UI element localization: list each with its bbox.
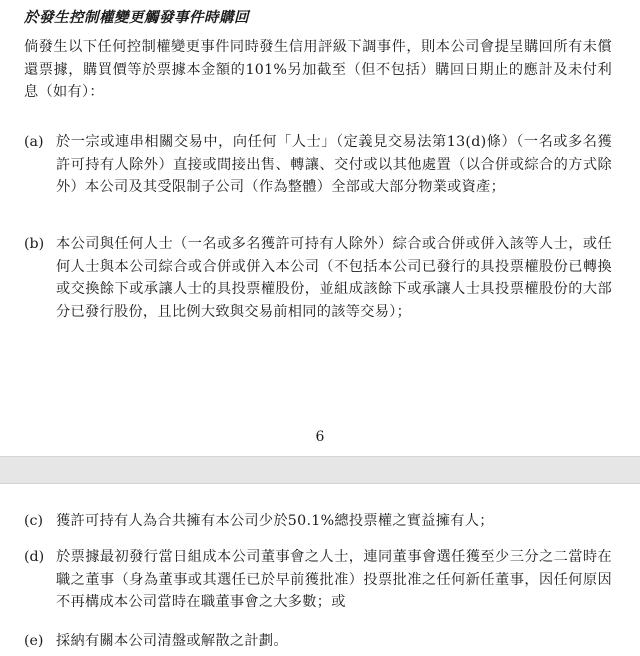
list-item-text: 於一宗或連串相關交易中，向任何「人士」（定義見交易法第13(d)條）（一名或多名獲許可持有人除外）直接或間接出售、轉讓、交付或以其他處置（以合併或綜合的方式除外）本公司及其受限制子公司（作為整體）全部或大部分物業或資產； bbox=[56, 134, 612, 195]
list-item-text: 於票據最初發行當日組成本公司董事會之人士，連同董事會選任獲至少三分之二當時在職之董事（身為董事或其選任已於早前獲批准）投票批准之任何新任董事，因任何原因不再構成本公司當時在職董事會之大多數；或 bbox=[56, 549, 612, 610]
list-item-label: (b) bbox=[24, 236, 45, 252]
list-item-label: (e) bbox=[24, 633, 44, 649]
intro-paragraph: 倘發生以下任何控制權變更事件同時發生信用評級下調事件，則本公司會提呈購回所有未償還票據，購買價等於票據本金額的101%另加截至（但不包括）購回日期止的應計及未付利息（如有）： bbox=[24, 39, 612, 100]
list-item-label: (a) bbox=[24, 134, 44, 150]
page-number: 6 bbox=[315, 429, 325, 445]
page-separator bbox=[0, 456, 640, 484]
list-item-text: 獲許可持有人為合共擁有本公司少於50.1%總投票權之實益擁有人； bbox=[56, 513, 494, 529]
list-item-text: 本公司與任何人士（一名或多名獲許可持有人除外）綜合或合併或併入該等人士，或任何人士與本公司綜合或合併或併入本公司（不包括本公司已發行的具投票權股份已轉換或交換餘下或承讓人士的具投票權股份，並組成該餘下或承讓人士具投票權股份的大部分已發行股份，且比例大致與交易前相同的該等交易）； bbox=[56, 236, 612, 320]
list-item-label: (c) bbox=[24, 513, 44, 529]
list-item-label: (d) bbox=[24, 549, 45, 565]
section-heading: 於發生控制權變更觸發事件時購回 bbox=[24, 9, 249, 26]
document-page-bottom bbox=[0, 484, 640, 656]
list-item-text: 採納有關本公司清盤或解散之計劃。 bbox=[56, 633, 288, 649]
